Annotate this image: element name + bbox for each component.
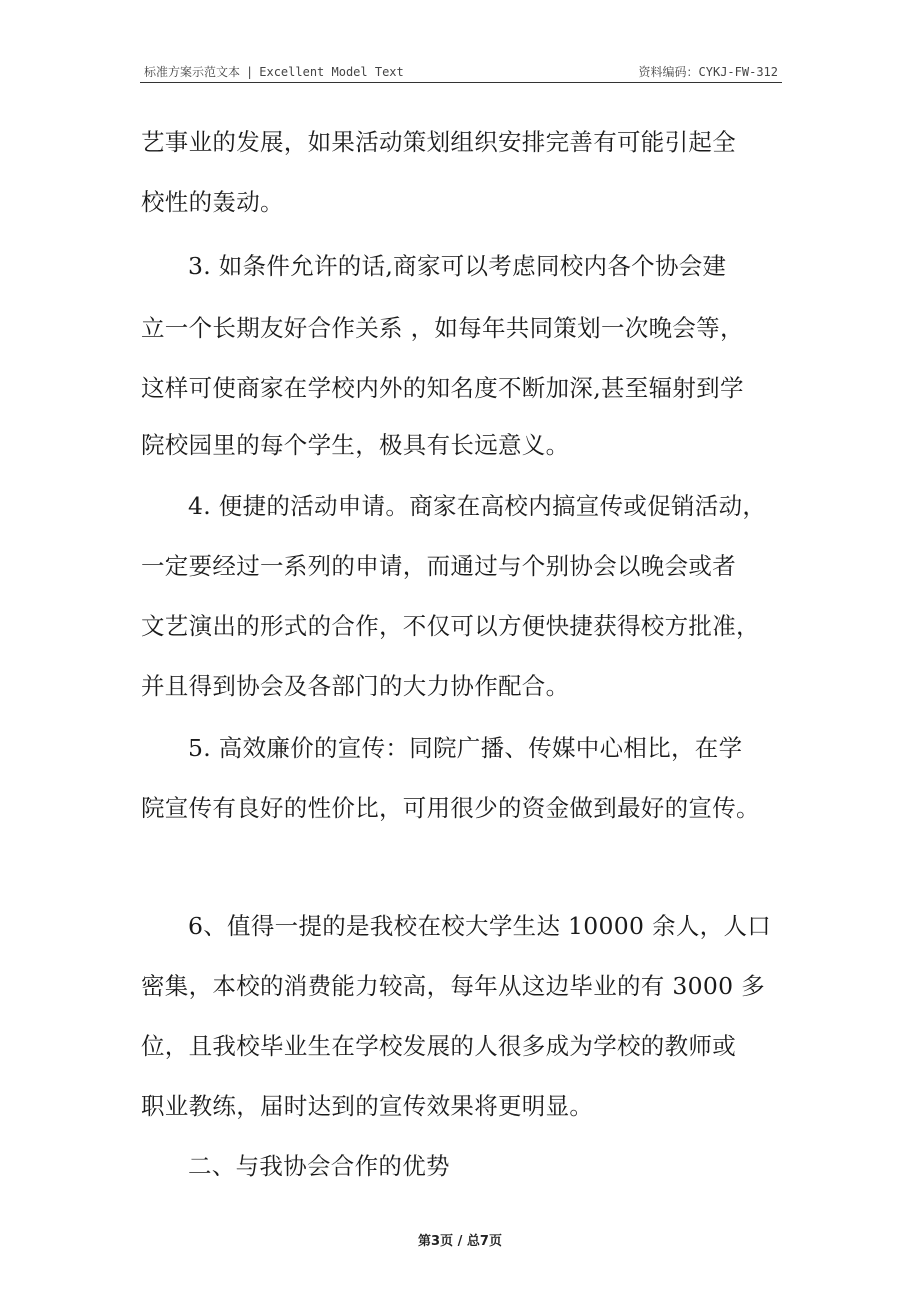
section-heading: 二、与我协会合作的优势 [188,1152,450,1180]
body-line: 3. 如条件允许的话,商家可以考虑同校内各个协会建 [188,252,727,280]
body-line: 并且得到协会及各部门的大力协作配合。 [141,672,570,700]
footer-page-suffix: 页 [488,1234,502,1249]
body-line: 4. 便捷的活动申请。商家在高校内搞宣传或促销活动， [188,492,767,520]
footer-page-number: 3 [431,1234,441,1249]
page-footer [0,1230,920,1249]
body-line: 职业教练，届时达到的宣传效果将更明显。 [141,1092,594,1120]
body-line: 院校园里的每个学生，极具有长远意义。 [141,431,570,459]
page-header [140,60,782,83]
body-line: 6、值得一提的是我校在校大学生达 10000 余人，人口 [188,912,772,940]
body-line: 院宣传有良好的性价比，可用很少的资金做到最好的宣传。 [141,794,760,822]
body-line: 密集，本校的消费能力较高，每年从这边毕业的有 3000 多 [141,972,765,1000]
body-line: 文艺演出的形式的合作，不仅可以方便快捷获得校方批准， [141,612,760,640]
footer-page-prefix: 第 [418,1234,432,1249]
header-subtitle: Excellent Model Text [259,65,404,79]
header-separator: | [246,65,254,79]
body-line: 位，且我校毕业生在学校发展的人很多成为学校的教师或 [141,1032,736,1060]
body-line: 立一个长期友好合作关系 ，如每年共同策划一次晚会等， [141,314,744,342]
body-line: 艺事业的发展，如果活动策划组织安排完善有可能引起全 [141,128,736,156]
header-left [144,63,404,80]
footer-total-pages: 7 [479,1234,489,1249]
body-line: 校性的轰动。 [141,188,284,216]
body-line: 这样可使商家在学校内外的知名度不断加深,甚至辐射到学 [141,374,744,402]
header-document-code: 资料编码：CYKJ-FW-312 [638,65,778,79]
body-line: 一定要经过一系列的申请，而通过与个别协会以晚会或者 [141,552,736,580]
body-line: 5. 高效廉价的宣传：同院广播、传媒中心相比，在学 [188,734,743,762]
footer-page-mid: 页 / 总 [440,1234,480,1249]
header-title: 标准方案示范文本 [144,65,241,79]
